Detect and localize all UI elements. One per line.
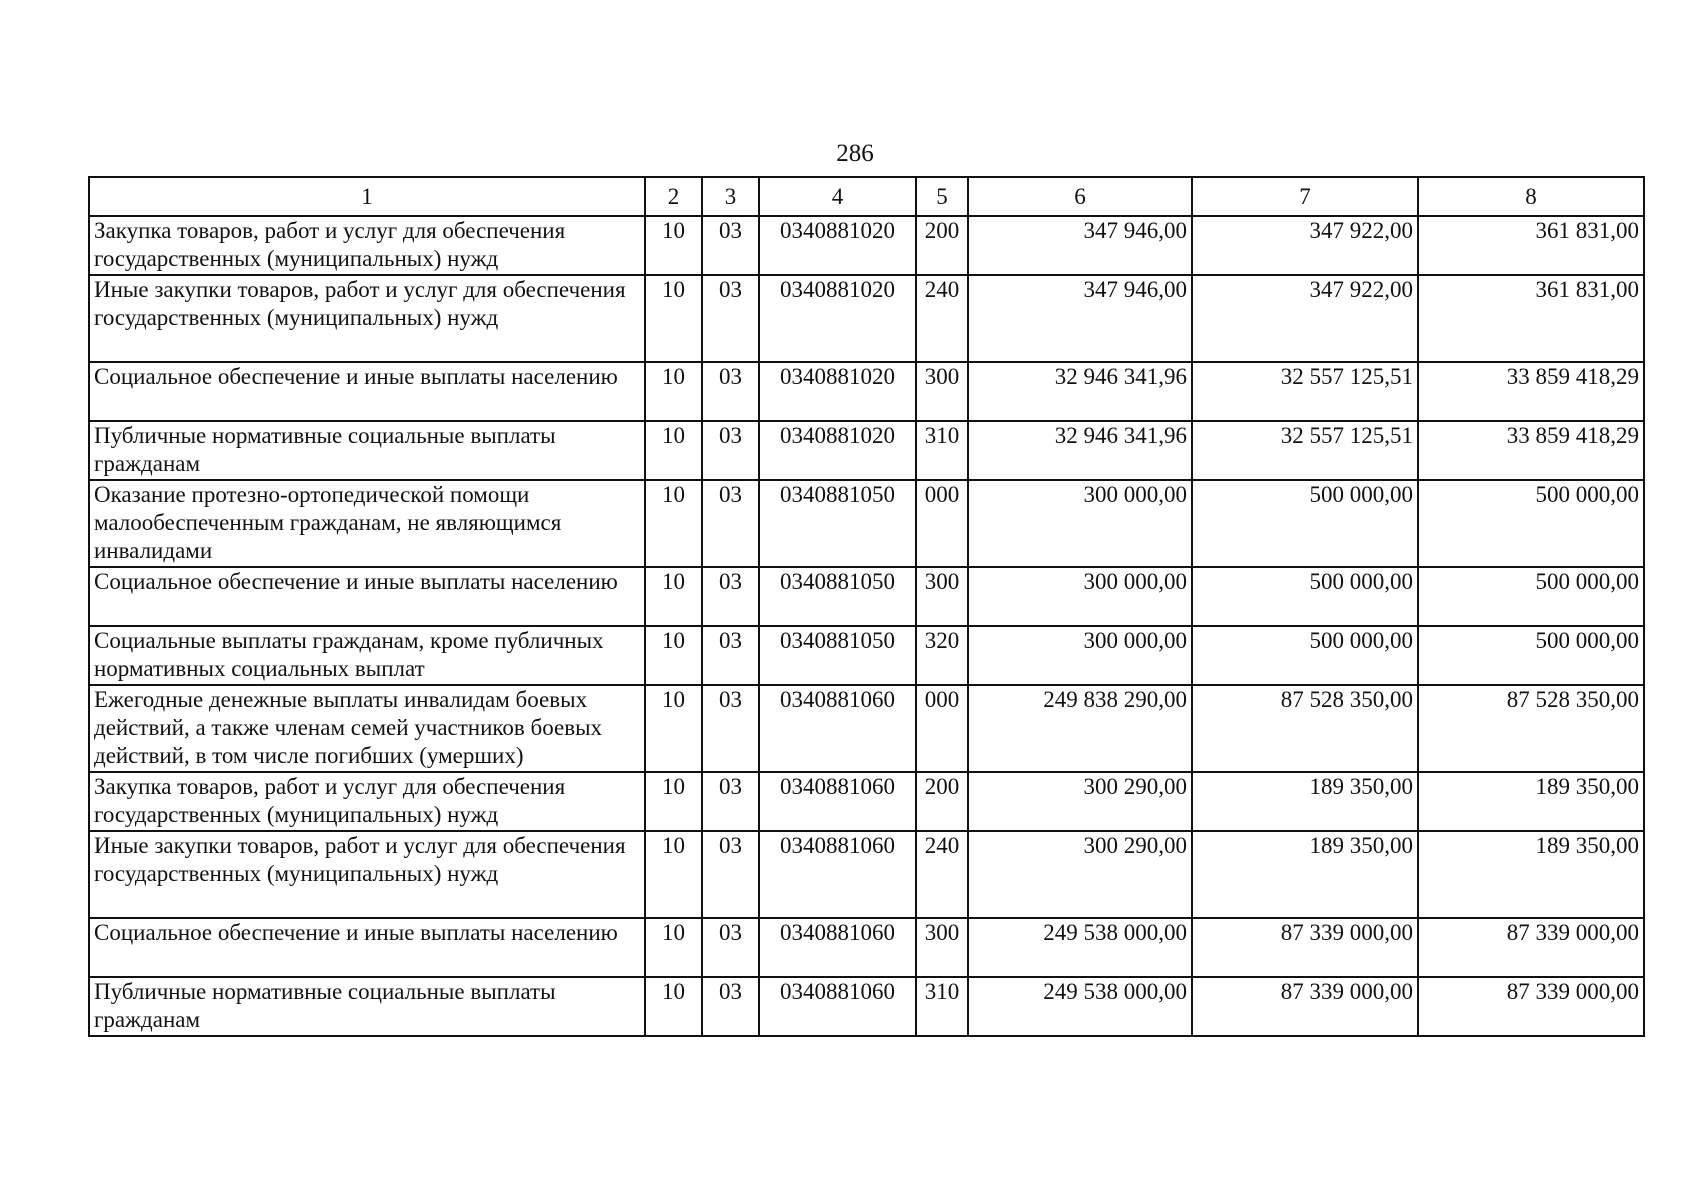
target-article-code: 0340881060 bbox=[759, 831, 916, 918]
item-name: Социальное обеспечение и иные выплаты населению bbox=[89, 567, 645, 626]
section-code: 10 bbox=[645, 772, 702, 831]
table-row bbox=[89, 685, 1644, 772]
item-name: Закупка товаров, работ и услуг для обеспечения государственных (муниципальных) нужд bbox=[89, 772, 645, 831]
expense-type-code: 310 bbox=[916, 977, 968, 1036]
amount-col-6: 249 538 000,00 bbox=[968, 977, 1192, 1036]
table-row bbox=[89, 362, 1644, 421]
expense-type-code: 200 bbox=[916, 772, 968, 831]
item-name: Иные закупки товаров, работ и услуг для обеспечения государственных (муниципальных) нужд bbox=[89, 275, 645, 362]
expense-type-code: 300 bbox=[916, 918, 968, 977]
column-header: 4 bbox=[759, 177, 916, 216]
table-row bbox=[89, 918, 1644, 977]
amount-col-8: 87 339 000,00 bbox=[1418, 977, 1644, 1036]
subsection-code: 03 bbox=[702, 275, 759, 362]
expense-type-code: 310 bbox=[916, 421, 968, 480]
table-row bbox=[89, 831, 1644, 918]
column-header: 7 bbox=[1192, 177, 1418, 216]
item-name: Публичные нормативные социальные выплаты гражданам bbox=[89, 977, 645, 1036]
table-row bbox=[89, 977, 1644, 1036]
item-name: Иные закупки товаров, работ и услуг для обеспечения государственных (муниципальных) нужд bbox=[89, 831, 645, 918]
target-article-code: 0340881060 bbox=[759, 685, 916, 772]
column-header: 5 bbox=[916, 177, 968, 216]
table-row bbox=[89, 421, 1644, 480]
amount-col-8: 189 350,00 bbox=[1418, 772, 1644, 831]
subsection-code: 03 bbox=[702, 977, 759, 1036]
amount-col-7: 347 922,00 bbox=[1192, 216, 1418, 275]
amount-col-8: 361 831,00 bbox=[1418, 216, 1644, 275]
subsection-code: 03 bbox=[702, 567, 759, 626]
section-code: 10 bbox=[645, 685, 702, 772]
target-article-code: 0340881020 bbox=[759, 421, 916, 480]
section-code: 10 bbox=[645, 480, 702, 567]
amount-col-6: 249 538 000,00 bbox=[968, 918, 1192, 977]
amount-col-7: 189 350,00 bbox=[1192, 831, 1418, 918]
column-header: 6 bbox=[968, 177, 1192, 216]
expense-type-code: 320 bbox=[916, 626, 968, 685]
subsection-code: 03 bbox=[702, 216, 759, 275]
item-name: Социальные выплаты гражданам, кроме публичных нормативных социальных выплат bbox=[89, 626, 645, 685]
amount-col-7: 32 557 125,51 bbox=[1192, 362, 1418, 421]
amount-col-7: 500 000,00 bbox=[1192, 567, 1418, 626]
amount-col-6: 300 000,00 bbox=[968, 626, 1192, 685]
subsection-code: 03 bbox=[702, 480, 759, 567]
section-code: 10 bbox=[645, 831, 702, 918]
amount-col-6: 249 838 290,00 bbox=[968, 685, 1192, 772]
table-row bbox=[89, 626, 1644, 685]
amount-col-8: 33 859 418,29 bbox=[1418, 362, 1644, 421]
amount-col-8: 500 000,00 bbox=[1418, 567, 1644, 626]
amount-col-7: 347 922,00 bbox=[1192, 275, 1418, 362]
target-article-code: 0340881050 bbox=[759, 567, 916, 626]
amount-col-6: 32 946 341,96 bbox=[968, 421, 1192, 480]
table-row bbox=[89, 567, 1644, 626]
amount-col-6: 300 000,00 bbox=[968, 567, 1192, 626]
amount-col-8: 361 831,00 bbox=[1418, 275, 1644, 362]
column-header: 1 bbox=[89, 177, 645, 216]
section-code: 10 bbox=[645, 275, 702, 362]
amount-col-6: 347 946,00 bbox=[968, 275, 1192, 362]
amount-col-8: 33 859 418,29 bbox=[1418, 421, 1644, 480]
amount-col-6: 32 946 341,96 bbox=[968, 362, 1192, 421]
target-article-code: 0340881020 bbox=[759, 216, 916, 275]
amount-col-7: 189 350,00 bbox=[1192, 772, 1418, 831]
target-article-code: 0340881020 bbox=[759, 275, 916, 362]
subsection-code: 03 bbox=[702, 626, 759, 685]
table-row bbox=[89, 772, 1644, 831]
table-row bbox=[89, 216, 1644, 275]
item-name: Публичные нормативные социальные выплаты гражданам bbox=[89, 421, 645, 480]
item-name: Социальное обеспечение и иные выплаты населению bbox=[89, 918, 645, 977]
target-article-code: 0340881060 bbox=[759, 977, 916, 1036]
column-header: 8 bbox=[1418, 177, 1644, 216]
amount-col-7: 87 528 350,00 bbox=[1192, 685, 1418, 772]
amount-col-7: 32 557 125,51 bbox=[1192, 421, 1418, 480]
section-code: 10 bbox=[645, 216, 702, 275]
expense-type-code: 240 bbox=[916, 275, 968, 362]
amount-col-6: 300 000,00 bbox=[968, 480, 1192, 567]
item-name: Оказание протезно-ортопедической помощи малообеспеченным гражданам, не являющимся инвалидами bbox=[89, 480, 645, 567]
table-row bbox=[89, 275, 1644, 362]
header-row bbox=[89, 177, 1644, 216]
target-article-code: 0340881060 bbox=[759, 918, 916, 977]
expense-type-code: 300 bbox=[916, 567, 968, 626]
amount-col-8: 500 000,00 bbox=[1418, 626, 1644, 685]
budget-table bbox=[88, 176, 1645, 1037]
section-code: 10 bbox=[645, 421, 702, 480]
amount-col-6: 347 946,00 bbox=[968, 216, 1192, 275]
subsection-code: 03 bbox=[702, 685, 759, 772]
amount-col-8: 189 350,00 bbox=[1418, 831, 1644, 918]
subsection-code: 03 bbox=[702, 918, 759, 977]
subsection-code: 03 bbox=[702, 772, 759, 831]
target-article-code: 0340881050 bbox=[759, 626, 916, 685]
amount-col-7: 87 339 000,00 bbox=[1192, 918, 1418, 977]
expense-type-code: 200 bbox=[916, 216, 968, 275]
section-code: 10 bbox=[645, 918, 702, 977]
page-number: 286 bbox=[836, 140, 874, 167]
amount-col-8: 87 339 000,00 bbox=[1418, 918, 1644, 977]
subsection-code: 03 bbox=[702, 831, 759, 918]
subsection-code: 03 bbox=[702, 362, 759, 421]
column-header: 3 bbox=[702, 177, 759, 216]
amount-col-7: 500 000,00 bbox=[1192, 626, 1418, 685]
section-code: 10 bbox=[645, 977, 702, 1036]
expense-type-code: 240 bbox=[916, 831, 968, 918]
target-article-code: 0340881060 bbox=[759, 772, 916, 831]
amount-col-7: 87 339 000,00 bbox=[1192, 977, 1418, 1036]
target-article-code: 0340881020 bbox=[759, 362, 916, 421]
section-code: 10 bbox=[645, 567, 702, 626]
item-name: Ежегодные денежные выплаты инвалидам боевых действий, а также членам семей участников боевых действий, в том числе погибших (умерших) bbox=[89, 685, 645, 772]
item-name: Социальное обеспечение и иные выплаты населению bbox=[89, 362, 645, 421]
section-code: 10 bbox=[645, 626, 702, 685]
amount-col-7: 500 000,00 bbox=[1192, 480, 1418, 567]
subsection-code: 03 bbox=[702, 421, 759, 480]
amount-col-8: 500 000,00 bbox=[1418, 480, 1644, 567]
section-code: 10 bbox=[645, 362, 702, 421]
amount-col-6: 300 290,00 bbox=[968, 772, 1192, 831]
item-name: Закупка товаров, работ и услуг для обеспечения государственных (муниципальных) нужд bbox=[89, 216, 645, 275]
table-row bbox=[89, 480, 1644, 567]
target-article-code: 0340881050 bbox=[759, 480, 916, 567]
amount-col-8: 87 528 350,00 bbox=[1418, 685, 1644, 772]
column-header: 2 bbox=[645, 177, 702, 216]
expense-type-code: 000 bbox=[916, 685, 968, 772]
expense-type-code: 000 bbox=[916, 480, 968, 567]
amount-col-6: 300 290,00 bbox=[968, 831, 1192, 918]
expense-type-code: 300 bbox=[916, 362, 968, 421]
